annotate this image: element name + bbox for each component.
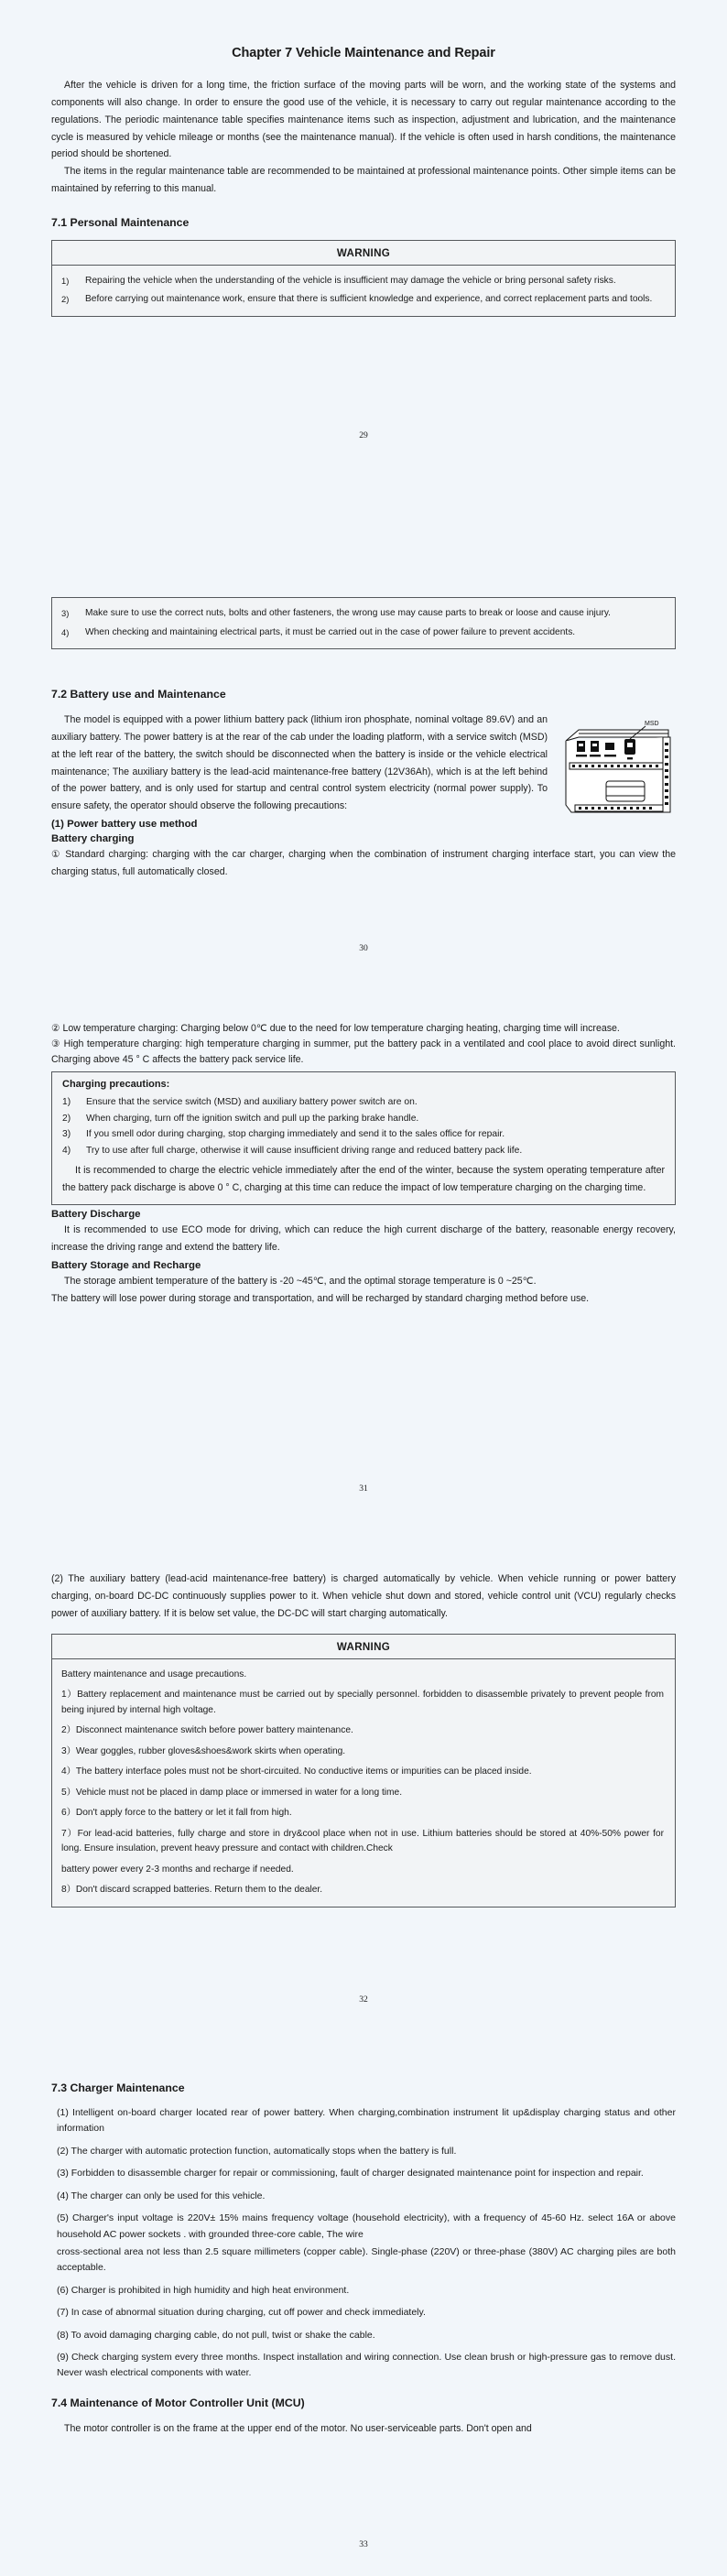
- battery-pack-diagram: [560, 717, 676, 827]
- page-32: [0, 1520, 727, 2033]
- precaution-text: When charging, turn off the ignition switch and pull up the parking brake handle.: [86, 1113, 419, 1124]
- battery-intro-paragraph: The model is equipped with a power lithium battery pack (lithium iron phosphate, nominal voltage 89.6V) and an auxiliary battery. The power battery is at the rear of the cab under the loading platform, with a service switch (MSD) at the left rear of the battery, the switch should be disconnected when the battery is inside or the vehicle electrical maintenance; The auxiliary battery is the lead-acid maintenance-free battery (12V36Ah), which is at the left behind of the power battery, and is only used for startup and central control system electricity (normal power supply). To ensure safety, the operator should observe the following precautions:: [51, 714, 548, 812]
- page-29: [0, 0, 727, 485]
- page-number: 30: [359, 943, 368, 953]
- charger-item: (7) In case of abnormal situation during charging, cut off power and check immediately.: [57, 2307, 426, 2319]
- charging-precautions-box: [51, 1071, 676, 1205]
- warning2-item: 3）Wear goggles, rubber gloves&shoes&work skirts when operating.: [61, 1745, 346, 1756]
- page-number: 31: [359, 1484, 368, 1494]
- chapter-title: Chapter 7 Vehicle Maintenance and Repair: [232, 46, 495, 60]
- precaution-item: [62, 1143, 665, 1159]
- intro-paragraph-1: After the vehicle is driven for a long time, the friction surface of the moving parts will be worn, and the working state of the systems and components will also change. In order to ensure the good use of the vehicle, it is necessary to carry out regular maintenance according to the regulations. The periodic maintenance table specifies maintenance items such as inspection, adjustment and lubrication, and the maintenance cycle is measured by vehicle mileage or months (see the maintenance manual). If the vehicle is often used in harsh conditions, the maintenance period should be shortened.: [51, 80, 676, 160]
- warning-body: [52, 1659, 675, 1907]
- warning-item-number: 3): [61, 608, 70, 618]
- warning2-item: 1）Battery replacement and maintenance must be carried out by specially personnel. forbidden to disassemble privately to prevent people from being injured by internal high voltage.: [61, 1690, 664, 1715]
- charging-precautions-head: Charging precautions:: [62, 1079, 170, 1091]
- warning2-item: 6）Don't apply force to the battery or let it fall from high.: [61, 1808, 292, 1819]
- page-30: [0, 485, 727, 980]
- heading-7-3: 7.3 Charger Maintenance: [51, 2081, 185, 2094]
- warning2-item: 2）Disconnect maintenance switch before power battery maintenance.: [61, 1725, 353, 1736]
- precaution-item: [62, 1111, 665, 1127]
- msd-label: MSD: [645, 721, 659, 728]
- heading-7-1: 7.1 Personal Maintenance: [51, 215, 190, 229]
- warning-item-text: Make sure to use the correct nuts, bolts and other fasteners, the wrong use may cause parts to break or loose and cause injury.: [85, 608, 612, 618]
- precautions-closing-text: It is recommended to charge the electric vehicle immediately after the end of the winter, because the system operating temperature after the battery pack discharge is above 0 ° C, charging at this time can reduce the impact of low temperature charging on the charging time.: [62, 1165, 665, 1194]
- charger-item: (2) The charger with automatic protection function, automatically stops when the battery is full.: [57, 2145, 457, 2157]
- precaution-item: [62, 1126, 665, 1143]
- charger-item: (9) Check charging system every three months. Inspect installation and wiring connection. Use clean brush or high-pressure gas to remove dust. Never wash electrical components with water.: [57, 2352, 676, 2379]
- precaution-number: 3): [62, 1129, 71, 1140]
- warning-item: [61, 625, 664, 641]
- warning2-item: 8）Don't discard scrapped batteries. Return them to the dealer.: [61, 1885, 323, 1896]
- page-33: [0, 2033, 727, 2576]
- mcu-paragraph: The motor controller is on the frame at the upper end of the motor. No user-serviceable parts. Don't open and: [64, 2422, 532, 2434]
- warning2-intro: Battery maintenance and usage precautions.: [61, 1668, 247, 1679]
- heading-7-4: 7.4 Maintenance of Motor Controller Unit (MCU): [51, 2396, 305, 2409]
- warning-item: [61, 274, 664, 289]
- auxiliary-battery-paragraph: (2) The auxiliary battery (lead-acid maintenance-free battery) is charged automatically by vehicle. When vehicle running or power battery charging, on-board DC-DC continuously supplies power to it. When vehicle shut down and stored, vehicle control unit (VCU) regularly checks power of auxiliary battery. If it is below set value, the DC-DC will start charging automatically.: [51, 1573, 676, 1619]
- charging-method-2: ② Low temperature charging: Charging below 0℃ due to the need for low temperature charging heating, charging time will increase.: [51, 1023, 620, 1034]
- heading-7-2: 7.2 Battery use and Maintenance: [51, 688, 226, 701]
- warning-item-text: Before carrying out maintenance work, ensure that there is sufficient knowledge and experience, and correct replacement parts and tools.: [85, 294, 653, 305]
- precaution-number: 4): [62, 1145, 71, 1156]
- charging-method-3: ③ High temperature charging: high temperature charging in summer, put the battery pack in a ventilated and cool place to avoid direct sunlight. Charging above 45 ° C affects the battery pack service life.: [51, 1038, 676, 1066]
- battery-charging-head: Battery charging: [51, 833, 135, 845]
- warning-box-1-continued: [51, 597, 676, 649]
- warning-body: [52, 266, 675, 316]
- charger-item: (6) Charger is prohibited in high humidity and high heat environment.: [57, 2284, 350, 2296]
- intro-paragraph-2: The items in the regular maintenance table are recommended to be maintained at professional maintenance points. Other simple items can be maintained by referring to this manual.: [51, 166, 676, 195]
- charger-item: (4) The charger can only be used for this vehicle.: [57, 2190, 266, 2201]
- warning2-item: 4）The battery interface poles must not be short-circuited. No conductive items or impurities can be placed inside.: [61, 1766, 532, 1777]
- warning-item-text: Repairing the vehicle when the understanding of the vehicle is insufficient may damage the vehicle or bring personal safety risks.: [85, 275, 616, 286]
- warning-title: WARNING: [52, 241, 675, 266]
- precaution-text: Ensure that the service switch (MSD) and auxiliary battery power switch are on.: [86, 1097, 418, 1108]
- subsection-1-title: (1) Power battery use method: [51, 819, 198, 831]
- page-31: [0, 980, 727, 1520]
- precaution-text: If you smell odor during charging, stop charging immediately and send it to the sales office for repair.: [86, 1129, 505, 1140]
- warning-item: [61, 606, 664, 622]
- warning-item-number: 4): [61, 626, 70, 637]
- warning2-item: 5）Vehicle must not be placed in damp place or immersed in water for a long time.: [61, 1787, 403, 1798]
- warning-box-2: [51, 1634, 676, 1908]
- charger-item: (5) Charger's input voltage is 220V± 15% mains frequency voltage (household electricity), with a frequency of 45-60 Hz. select 16A or above household AC power sockets . with grounded three-core cable, The wire: [57, 2212, 676, 2240]
- precaution-item: [62, 1094, 665, 1111]
- warning-box-1: [51, 240, 676, 317]
- battery-storage-head: Battery Storage and Recharge: [51, 1259, 201, 1271]
- warning-body: [52, 598, 675, 648]
- warning2-item-continued: battery power every 2-3 months and recharge if needed.: [61, 1864, 294, 1875]
- battery-discharge-text: It is recommended to use ECO mode for driving, which can reduce the high current discharge of the battery, reasonable energy recovery, increase the driving range and extend the battery life.: [51, 1224, 676, 1253]
- warning-item-text: When checking and maintaining electrical parts, it must be carried out in the case of power failure to prevent accidents.: [85, 626, 576, 637]
- charger-item: (8) To avoid damaging charging cable, do not pull, twist or shake the cable.: [57, 2329, 375, 2341]
- precaution-text: Try to use after full charge, otherwise it will cause insufficient driving range and reduced battery pack life.: [86, 1145, 523, 1156]
- battery-storage-text-1: The storage ambient temperature of the battery is -20 ~45℃, and the optimal storage temperature is 0 ~25℃.: [64, 1275, 537, 1287]
- charging-method-1: ① Standard charging: charging with the car charger, charging when the combination of instrument charging interface start, you can view the charging status, full automatically closed.: [51, 849, 676, 877]
- warning2-item: 7）For lead-acid batteries, fully charge and store in dry&cool place when not in use. Lithium batteries should be stored at 40%-50% power for long. Ensure insulation, prevent heavy pressure and contact with children.Check: [61, 1828, 664, 1854]
- warning-item-number: 1): [61, 275, 70, 286]
- precaution-number: 2): [62, 1113, 71, 1124]
- battery-discharge-head: Battery Discharge: [51, 1209, 141, 1221]
- charger-item: (1) Intelligent on-board charger located rear of power battery. When charging,combination instrument lit up&display charging status and other information: [57, 2107, 676, 2135]
- precaution-number: 1): [62, 1097, 71, 1108]
- warning-item-number: 2): [61, 294, 70, 305]
- battery-storage-text-2: The battery will lose power during storage and transportation, and will be recharged by standard charging method before use.: [51, 1292, 590, 1304]
- charger-item: (3) Forbidden to disassemble charger for repair or commissioning, fault of charger designated maintenance point for inspection and repair.: [57, 2168, 644, 2179]
- page-number: 33: [359, 2539, 368, 2549]
- page-number: 32: [359, 1994, 368, 2005]
- warning-item: [61, 292, 664, 308]
- page-number: 29: [359, 430, 368, 440]
- charger-item-continued: cross-sectional area not less than 2.5 square millimeters (copper cable). Single-phase (220V) or three-phase (380V) AC charging piles are both acceptable.: [57, 2245, 676, 2274]
- warning-title: WARNING: [52, 1635, 675, 1659]
